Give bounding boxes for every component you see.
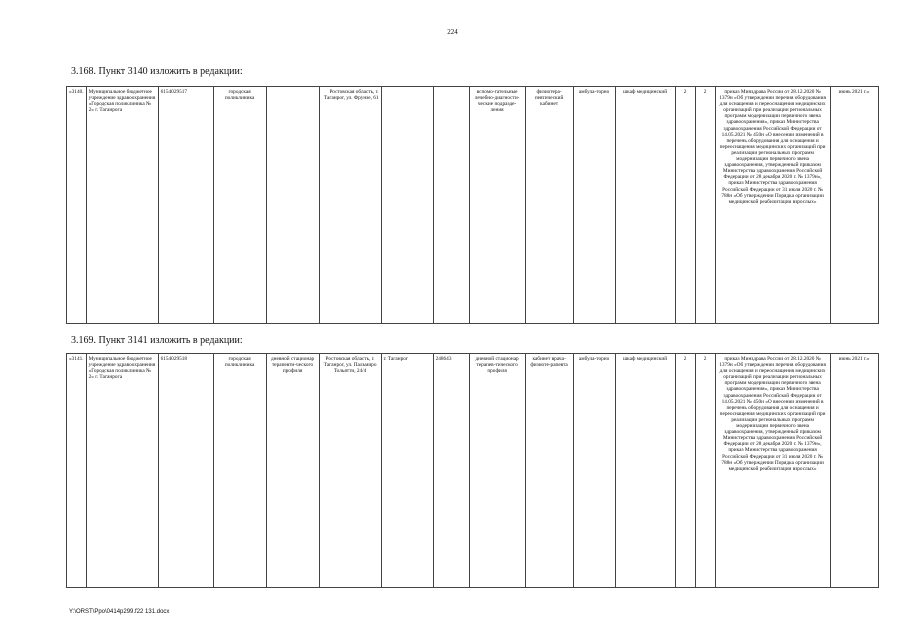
cell-type: городская поликлиника <box>213 87 266 324</box>
cell-legal-basis: приказ Минздрава России от 28.12.2020 № 1379н «Об утверждении перечня оборудования для оснащения и переоснащения медицинских организаций при реализации региональных программ модернизации первичного звена здравоохранения», приказ Министерства здравоохранения Российской Федерации от 14.05.2021 № 450н «О внесении изменений в перечень оборудования для оснащения и переоснащения медицинских организаций при реализации региональных программ модернизации первичного звена здравоохранения, утвержденный приказом Министерства здравоохранения Российской Федерации от 28 декабря 2020 г. № 1379н», приказ Министерства здравоохранения Российской Федерации от 31 июля 2020 г. № 788н «Об утверждении Порядка организации медицинской реабилитации взрослых» <box>715 87 830 324</box>
cell-subdivision <box>266 87 319 324</box>
cell-form: амбула-торно <box>573 354 615 588</box>
cell-organization: Муниципальное бюджетное учреждение здравоохранения «Городская поликлиника № 2» г. Таганрога <box>86 354 158 588</box>
section-heading-3169: 3.169. Пункт 3141 изложить в редакции: <box>71 335 243 346</box>
cell-cabinet: кабинет врача-физиоте-рапевта <box>525 354 573 588</box>
cell-locality: г. Таганрог <box>381 354 433 588</box>
cell-form: амбула-торно <box>573 87 615 324</box>
cell-equipment: шкаф медицинский <box>615 87 675 324</box>
cell-address: Ростовская область, г. Таганрог, ул. Фрунзе, 61 <box>319 87 381 324</box>
cell-equipment: шкаф медицинский <box>615 354 675 588</box>
cell-address: Ростовская область, г. Таганрог, ул. Пальмиро Тольятти, 24/4 <box>319 354 381 588</box>
cell-unit: вспомо-гательные лечебно-диагности-ческие подразде-ления <box>469 87 525 324</box>
cell-code: 248643 <box>433 354 469 588</box>
cell-qty-2: 2 <box>695 354 715 588</box>
cell-qty-2: 2 <box>695 87 715 324</box>
table-row <box>67 354 879 588</box>
cell-qty-1: 2 <box>675 87 695 324</box>
cell-inn: 6154029517 <box>158 87 213 324</box>
cell-unit: дневной стационар терапев-тического профиля <box>469 354 525 588</box>
cell-legal-basis: приказ Минздрава России от 28.12.2020 № 1379н «Об утверждении перечня оборудования для оснащения и переоснащения медицинских организаций при реализации региональных программ модернизации первичного звена здравоохранения», приказ Министерства здравоохранения Российской Федерации от 14.05.2021 № 450н «О внесении изменений в перечень оборудования для оснащения и переоснащения медицинских организаций при реализации региональных программ модернизации первичного звена здравоохранения, утвержденный приказом Министерства здравоохранения Российской Федерации от 28 декабря 2020 г. № 1379н», приказ Министерства здравоохранения Российской Федерации от 31 июля 2020 г. № 788н «Об утверждении Порядка организации медицинской реабилитации взрослых» <box>715 354 830 588</box>
cell-num: «3141. <box>67 354 87 588</box>
file-path-footer: Y:\ORST\Ppo\0414p299.f22 131.docx <box>69 609 170 615</box>
cell-inn: 6154029518 <box>158 354 213 588</box>
cell-date: июнь 2021 г.» <box>830 354 878 588</box>
entry-table-3141 <box>66 353 879 588</box>
table-row <box>67 87 879 324</box>
section-heading-3168: 3.168. Пункт 3140 изложить в редакции: <box>71 66 243 77</box>
cell-date: июнь 2021 г.» <box>830 87 878 324</box>
page-number: 224 <box>447 28 458 36</box>
cell-num: «3140. <box>67 87 87 324</box>
cell-type: городская поликлиника <box>213 354 266 588</box>
entry-table-3140 <box>66 86 879 324</box>
cell-qty-1: 2 <box>675 354 695 588</box>
cell-subdivision: дневной стационар терапевти-ческого профиля <box>266 354 319 588</box>
cell-cabinet: физиотера-певтический кабинет <box>525 87 573 324</box>
cell-code <box>433 87 469 324</box>
cell-organization: Муниципальное бюджетное учреждение здравоохранения «Городская поликлиника № 2» г. Таганрога <box>86 87 158 324</box>
cell-locality <box>381 87 433 324</box>
